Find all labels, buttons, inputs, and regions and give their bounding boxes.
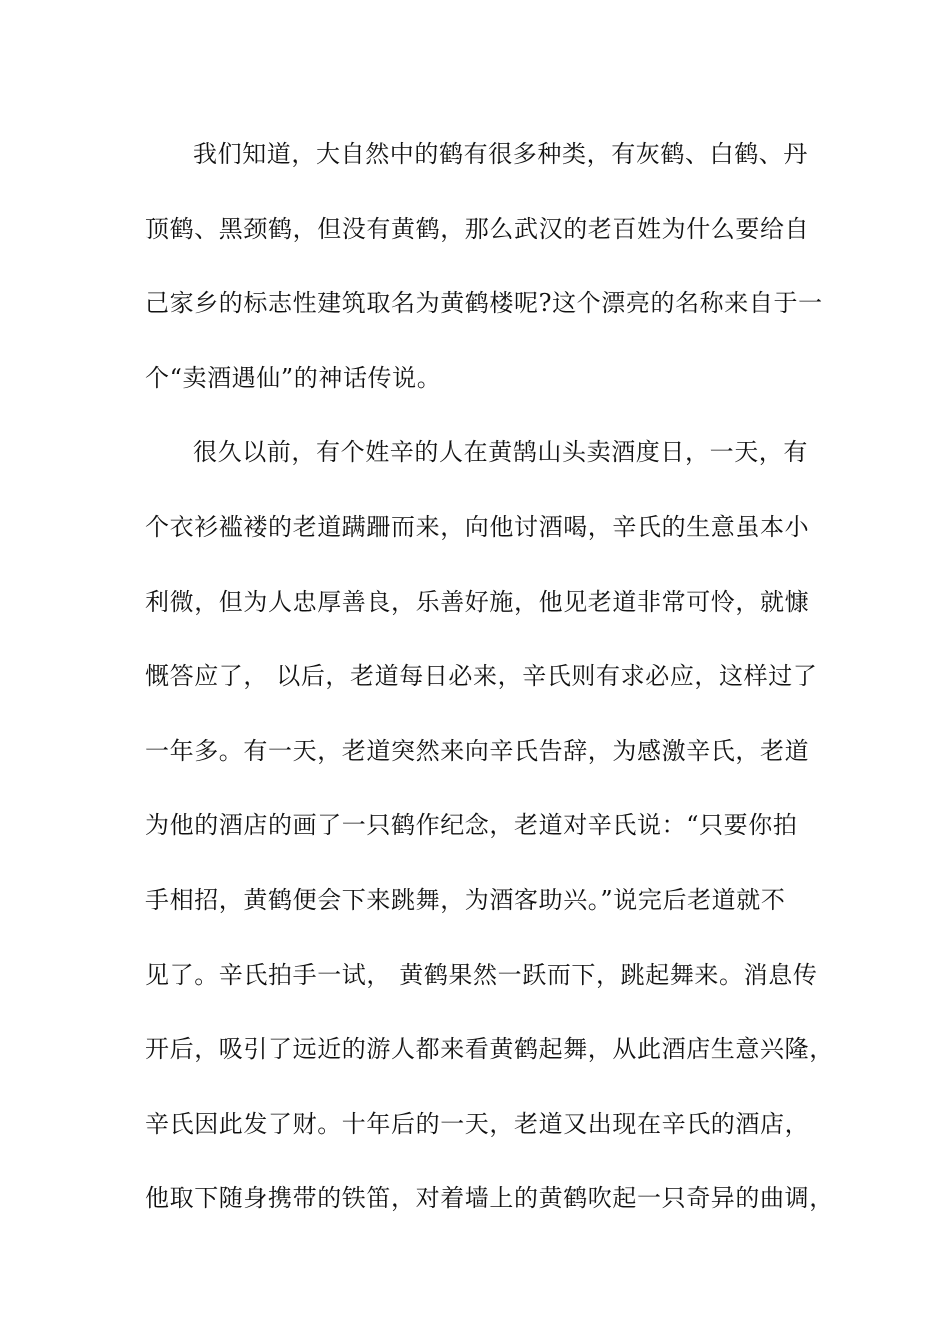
text-line: 利微，但为人忠厚善良，乐善好施，他见老道非常可怜，就慷 (145, 587, 810, 616)
text-line: 一年多。有一天，老道突然来向辛氏告辞，为感激辛氏，老道 (145, 736, 810, 765)
text-line: 慨答应了， 以后，老道每日必来，辛氏则有求必应，这样过了 (145, 662, 818, 691)
text-line: 手相招，黄鹤便会下来跳舞，为酒客助兴。”说完后老道就不 (145, 885, 786, 914)
text-line: 很久以前，有个姓辛的人在黄鹄山头卖酒度日，一天，有 (193, 438, 808, 467)
text-line: 个“卖酒遇仙”的神话传说。 (145, 363, 442, 392)
text-line: 为他的酒店的画了一只鹤作纪念，老道对辛氏说：“只要你拍 (145, 811, 798, 840)
text-line: 他取下随身携带的铁笛，对着墙上的黄鹤吹起一只奇异的曲调， (145, 1184, 834, 1213)
text-line: 己家乡的标志性建筑取名为黄鹤楼呢?这个漂亮的名称来自于一 (145, 289, 823, 318)
text-line: 辛氏因此发了财。十年后的一天，老道又出现在辛氏的酒店， (145, 1109, 810, 1138)
text-line: 开后，吸引了远近的游人都来看黄鹤起舞，从此酒店生意兴隆， (145, 1035, 834, 1064)
body-text (145, 132, 835, 1251)
text-line: 顶鹤、黑颈鹤，但没有黄鹤，那么武汉的老百姓为什么要给自 (145, 214, 810, 243)
text-line: 个衣衫褴褛的老道蹒跚而来，向他讨酒喝，辛氏的生意虽本小 (145, 512, 810, 541)
text-line: 我们知道，大自然中的鹤有很多种类，有灰鹤、白鹤、丹 (193, 140, 808, 168)
text-line: 见了。辛氏拍手一试， 黄鹤果然一跃而下，跳起舞来。消息传 (145, 960, 818, 989)
